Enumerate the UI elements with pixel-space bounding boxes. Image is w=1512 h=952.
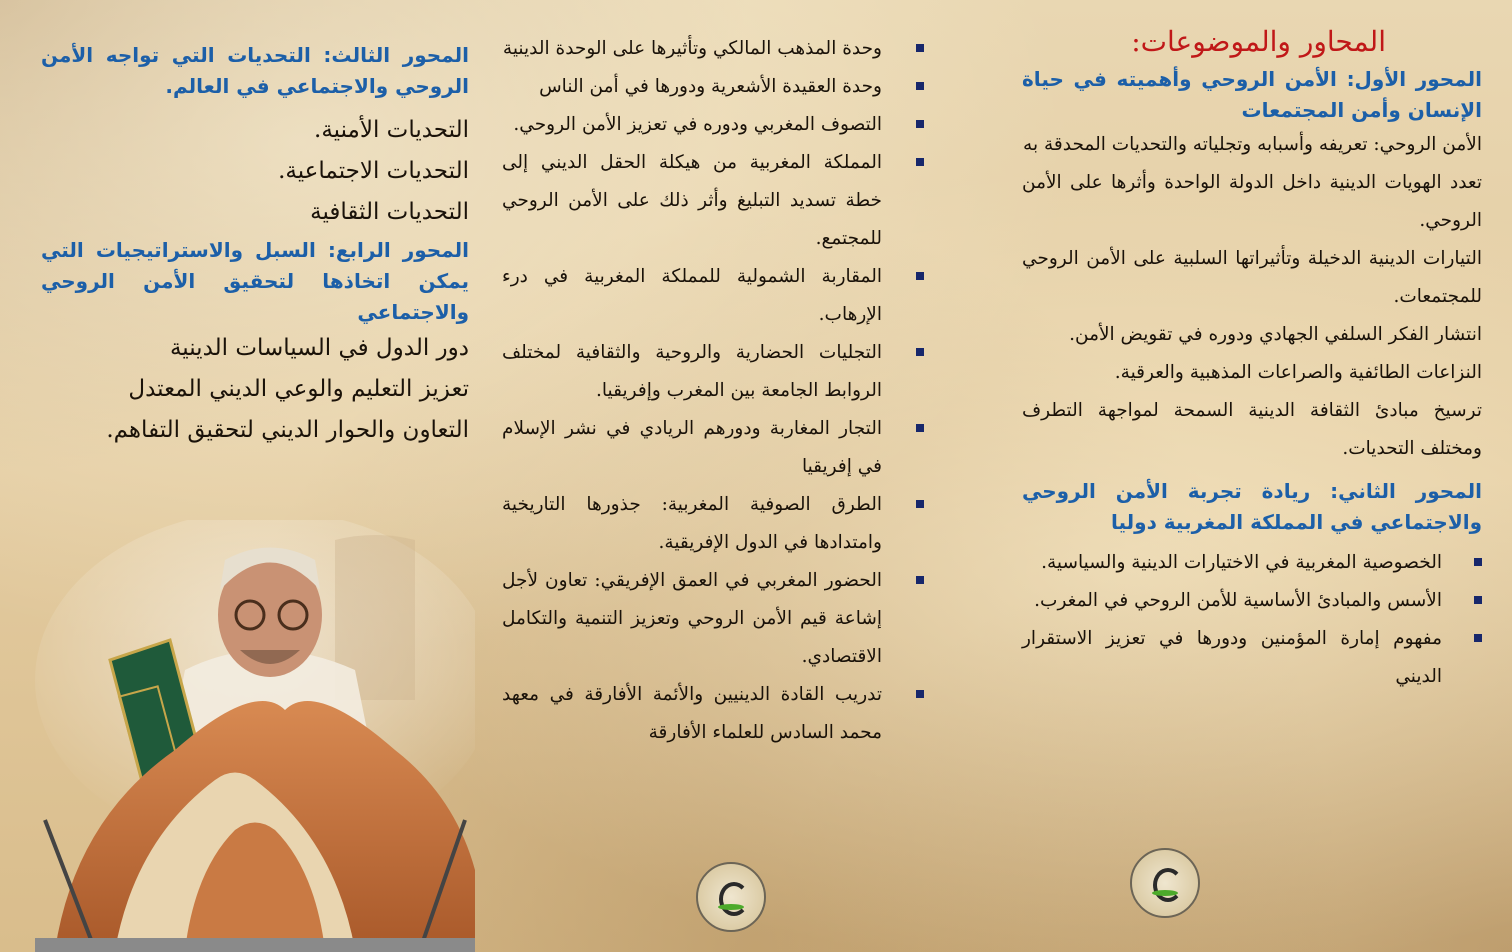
illustration [35, 520, 475, 952]
axis1-item: ترسيخ مبادئ الثقافة الدينية السمحة لمواجهة التطرف ومختلف التحديات. [1022, 400, 1482, 459]
square-bullet-icon [916, 120, 924, 128]
square-bullet-icon [916, 44, 924, 52]
list-item: التصوف المغربي ودوره في تعزيز الأمن الروحي. [502, 106, 932, 144]
square-bullet-icon [916, 348, 924, 356]
list-item: مفهوم إمارة المؤمنين ودورها في تعزيز الاستقرار الديني [1022, 620, 1482, 696]
square-bullet-icon [916, 424, 924, 432]
middle-column [502, 0, 932, 952]
page-title: المحاور والموضوعات: [1131, 25, 1386, 58]
list-item: الحضور المغربي في العمق الإفريقي: تعاون لأجل إشاعة قيم الأمن الروحي وتعزيز التنمية والتكامل الاقتصادي. [502, 562, 932, 676]
middle-list [502, 30, 932, 752]
axis3-item: التحديات الثقافية [310, 199, 469, 225]
list-item: التجار المغاربة ودورهم الريادي في نشر الإسلام في إفريقيا [502, 410, 932, 486]
axis1-heading: المحور الأول: الأمن الروحي وأهميته في حياة الإنسان وأمن المجتمعات [1022, 67, 1482, 122]
axis4-item: تعزيز التعليم والوعي الديني المعتدل [128, 376, 469, 402]
list-item: الطرق الصوفية المغربية: جذورها التاريخية وامتدادها في الدول الإفريقية. [502, 486, 932, 562]
square-bullet-icon [1474, 634, 1482, 642]
axis1-item: التيارات الدينية الدخيلة وتأثيراتها السلبية على الأمن الروحي للمجتمعات. [1022, 248, 1482, 307]
square-bullet-icon [1474, 596, 1482, 604]
list-item: الأسس والمبادئ الأساسية للأمن الروحي في المغرب. [1022, 582, 1482, 620]
axis2-list [1022, 544, 1482, 696]
portrait-and-gate-image [35, 520, 475, 952]
axis3-heading: المحور الثالث: التحديات التي تواجه الأمن الروحي والاجتماعي في العالم. [41, 43, 469, 98]
list-item: وحدة المذهب المالكي وتأثيرها على الوحدة الدينية [502, 30, 932, 68]
list-item: الخصوصية المغربية في الاختيارات الدينية والسياسية. [1022, 544, 1482, 582]
axis4-item: دور الدول في السياسات الدينية [169, 335, 469, 361]
list-item: المملكة المغربية من هيكلة الحقل الديني إلى خطة تسديد التبليغ وأثر ذلك على الأمن الروحي للمجتمع. [502, 144, 932, 258]
list-item: التجليات الحضارية والروحية والثقافية لمختلف الروابط الجامعة بين المغرب وإفريقيا. [502, 334, 932, 410]
axis4-heading: المحور الرابع: السبل والاستراتيجيات التي يمكن اتخاذها لتحقيق الأمن الروحي والاجتماعي [41, 238, 469, 324]
list-item: المقاربة الشمولية للمملكة المغربية في درء الإرهاب. [502, 258, 932, 334]
square-bullet-icon [916, 158, 924, 166]
square-bullet-icon [916, 576, 924, 584]
square-bullet-icon [916, 82, 924, 90]
foundation-logo-icon [696, 862, 766, 932]
square-bullet-icon [916, 272, 924, 280]
square-bullet-icon [916, 690, 924, 698]
axis4-item: التعاون والحوار الديني لتحقيق التفاهم. [106, 417, 469, 443]
list-item: تدريب القادة الدينيين والأئمة الأفارقة في معهد محمد السادس للعلماء الأفارقة [502, 676, 932, 752]
axis3-item: التحديات الاجتماعية. [278, 158, 469, 184]
right-column [1022, 0, 1482, 952]
axis3-item: التحديات الأمنية. [314, 117, 469, 143]
axis1-item: الأمن الروحي: تعريفه وأسبابه وتجلياته والتحديات المحدقة به [1023, 134, 1482, 155]
square-bullet-icon [1474, 558, 1482, 566]
axis2-heading: المحور الثاني: ريادة تجربة الأمن الروحي والاجتماعي في المملكة المغربية دوليا [1022, 479, 1482, 534]
list-item: وحدة العقيدة الأشعرية ودورها في أمن الناس [502, 68, 932, 106]
square-bullet-icon [916, 500, 924, 508]
foundation-logo-icon [1130, 848, 1200, 918]
axis1-item: النزاعات الطائفية والصراعات المذهبية والعرقية. [1114, 362, 1482, 383]
axis1-item: انتشار الفكر السلفي الجهادي ودوره في تقويض الأمن. [1069, 324, 1482, 345]
axis1-item: تعدد الهويات الدينية داخل الدولة الواحدة وأثرها على الأمن الروحي. [1022, 172, 1482, 231]
